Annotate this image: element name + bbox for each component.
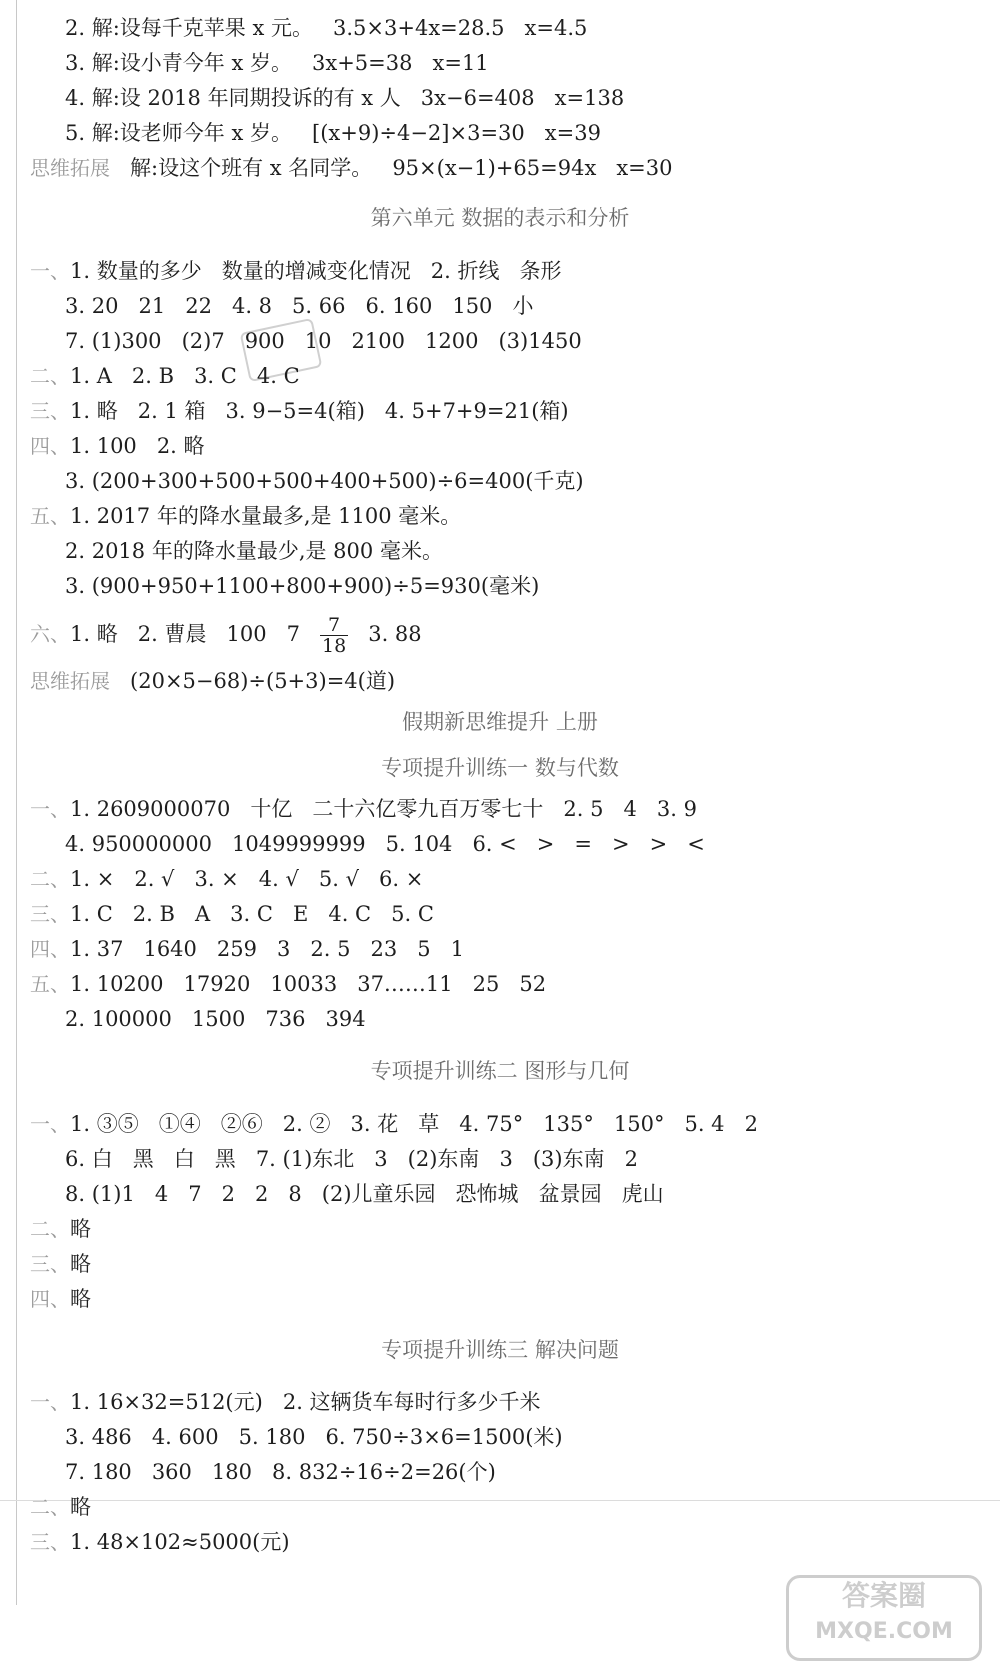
answer-line: 3. 486 4. 600 5. 180 6. 750÷3×6=1500(米) <box>65 1425 563 1449</box>
answer-text: 1. ③⑤ ①④ ②⑥ 2. ② 3. 花 草 4. 75° 135° 150° 5. 4 2 <box>70 1112 758 1136</box>
section-prefix: 一、 <box>30 1112 70 1136</box>
answer-text: 1. 10200 17920 10033 37……11 25 52 <box>70 972 547 996</box>
answer-line <box>30 1285 91 1313</box>
section-heading: 假期新思维提升 上册 <box>402 710 598 734</box>
answer-line <box>30 1250 91 1278</box>
answer-text: 1. 数量的多少 数量的增减变化情况 2. 折线 条形 <box>70 259 562 283</box>
section-heading: 第六单元 数据的表示和分析 <box>370 206 630 230</box>
section-prefix: 四、 <box>30 434 70 458</box>
answer-line: 2. 解:设每千克苹果 x 元。 3.5×3+4x=28.5 x=4.5 <box>65 16 588 40</box>
answer-text: 1. 2609000070 十亿 二十六亿零九百万零七十 2. 5 4 3. 9 <box>70 797 697 821</box>
section-heading: 专项提升训练三 解决问题 <box>381 1338 619 1362</box>
fraction-denominator: 18 <box>321 635 347 657</box>
section-heading: 专项提升训练二 图形与几何 <box>370 1059 630 1083</box>
answer-line: 6. 白 黑 白 黑 7. (1)东北 3 (2)东南 3 (3)东南 2 <box>65 1147 638 1171</box>
extension-label: 思维拓展 <box>30 669 110 693</box>
answer-line <box>30 1528 290 1556</box>
answer-line: 3. 解:设小青今年 x 岁。 3x+5=38 x=11 <box>65 51 489 75</box>
section-prefix: 四、 <box>30 937 70 961</box>
answer-line <box>30 397 569 425</box>
answer-text: 略 <box>70 1252 91 1276</box>
section-prefix: 五、 <box>30 504 70 528</box>
answer-text: 1. 略 2. 曹晨 100 7 <box>70 622 300 646</box>
answer-line <box>30 257 562 285</box>
section-prefix: 三、 <box>30 399 70 423</box>
answer-line <box>30 1110 758 1138</box>
section-prefix: 三、 <box>30 1252 70 1276</box>
fraction-numerator: 7 <box>320 615 348 636</box>
answer-text: 1. 100 2. 略 <box>70 434 205 458</box>
answer-text: 3. 88 <box>368 622 422 646</box>
answer-line: 4. 950000000 1049999999 5. 104 6. < > = > > < <box>65 832 705 856</box>
section-heading: 专项提升训练一 数与代数 <box>381 756 619 780</box>
answer-line: 3. (200+300+500+500+400+500)÷6=400(千克) <box>65 469 584 493</box>
answer-line <box>30 865 423 893</box>
section-prefix: 二、 <box>30 364 70 388</box>
watermark-line: MXQE.COM <box>815 1619 953 1644</box>
watermark-logo <box>786 1575 982 1661</box>
answer-line <box>30 970 546 998</box>
section-prefix: 二、 <box>30 1495 70 1519</box>
answer-line: 2. 100000 1500 736 394 <box>65 1007 366 1031</box>
answer-line <box>30 1388 541 1416</box>
answer-line-with-fraction <box>30 608 422 660</box>
answer-line: 4. 解:设 2018 年同期投诉的有 x 人 3x−6=408 x=138 <box>65 86 625 110</box>
answer-line: 7. (1)300 (2)7 900 10 2100 1200 (3)1450 <box>65 329 582 353</box>
section-prefix: 五、 <box>30 972 70 996</box>
answer-line: 5. 解:设老师今年 x 岁。 [(x+9)÷4−2]×3=30 x=39 <box>65 121 601 145</box>
section-prefix: 四、 <box>30 1287 70 1311</box>
answer-text: 略 <box>70 1287 91 1311</box>
section-prefix: 六、 <box>30 622 70 646</box>
section-prefix: 二、 <box>30 1217 70 1241</box>
answer-line <box>30 935 464 963</box>
extension-line <box>30 154 673 182</box>
answer-text: 1. 48×102≈5000(元) <box>70 1530 290 1554</box>
section-prefix: 一、 <box>30 797 70 821</box>
answer-line <box>30 1215 91 1243</box>
section-prefix: 二、 <box>30 867 70 891</box>
answer-line <box>30 502 461 530</box>
answer-line <box>30 1493 91 1521</box>
section-prefix: 一、 <box>30 259 70 283</box>
answer-line <box>30 795 697 823</box>
answer-line: 7. 180 360 180 8. 832÷16÷2=26(个) <box>65 1460 496 1484</box>
section-prefix: 三、 <box>30 1530 70 1554</box>
answer-line: 3. (900+950+1100+800+900)÷5=930(毫米) <box>65 574 540 598</box>
page-crease <box>0 1500 1000 1501</box>
answer-text: 1. 37 1640 259 3 2. 5 23 5 1 <box>70 937 465 961</box>
answer-text: 1. A 2. B 3. C 4. C <box>70 364 300 388</box>
answer-text: 1. 略 2. 1 箱 3. 9−5=4(箱) 4. 5+7+9=21(箱) <box>70 399 569 423</box>
answer-line: 3. 20 21 22 4. 8 5. 66 6. 160 150 小 <box>65 294 534 318</box>
answer-line: 8. (1)1 4 7 2 2 8 (2)儿童乐园 恐怖城 盆景园 虎山 <box>65 1182 664 1206</box>
extension-line <box>30 667 395 695</box>
watermark-line: 答案圈 <box>841 1579 926 1612</box>
extension-text: 解:设这个班有 x 名同学。 95×(x−1)+65=94x x=30 <box>130 156 673 180</box>
answer-line <box>30 362 300 390</box>
section-prefix: 一、 <box>30 1390 70 1414</box>
answer-text: 略 <box>70 1217 91 1241</box>
answer-text: 1. 16×32=512(元) 2. 这辆货车每时行多少千米 <box>70 1390 541 1414</box>
answer-text: 1. C 2. B A 3. C E 4. C 5. C <box>70 902 434 926</box>
extension-text: (20×5−68)÷(5+3)=4(道) <box>130 669 396 693</box>
answer-line <box>30 432 205 460</box>
answer-line: 2. 2018 年的降水量最少,是 800 毫米。 <box>65 539 443 563</box>
answer-text: 1. 2017 年的降水量最多,是 1100 毫米。 <box>70 504 462 528</box>
answer-text: 1. × 2. √ 3. × 4. √ 5. √ 6. × <box>70 867 424 891</box>
extension-label: 思维拓展 <box>30 156 110 180</box>
answer-text: 略 <box>70 1495 91 1519</box>
section-prefix: 三、 <box>30 902 70 926</box>
fraction <box>320 615 348 656</box>
answer-line <box>30 900 434 928</box>
